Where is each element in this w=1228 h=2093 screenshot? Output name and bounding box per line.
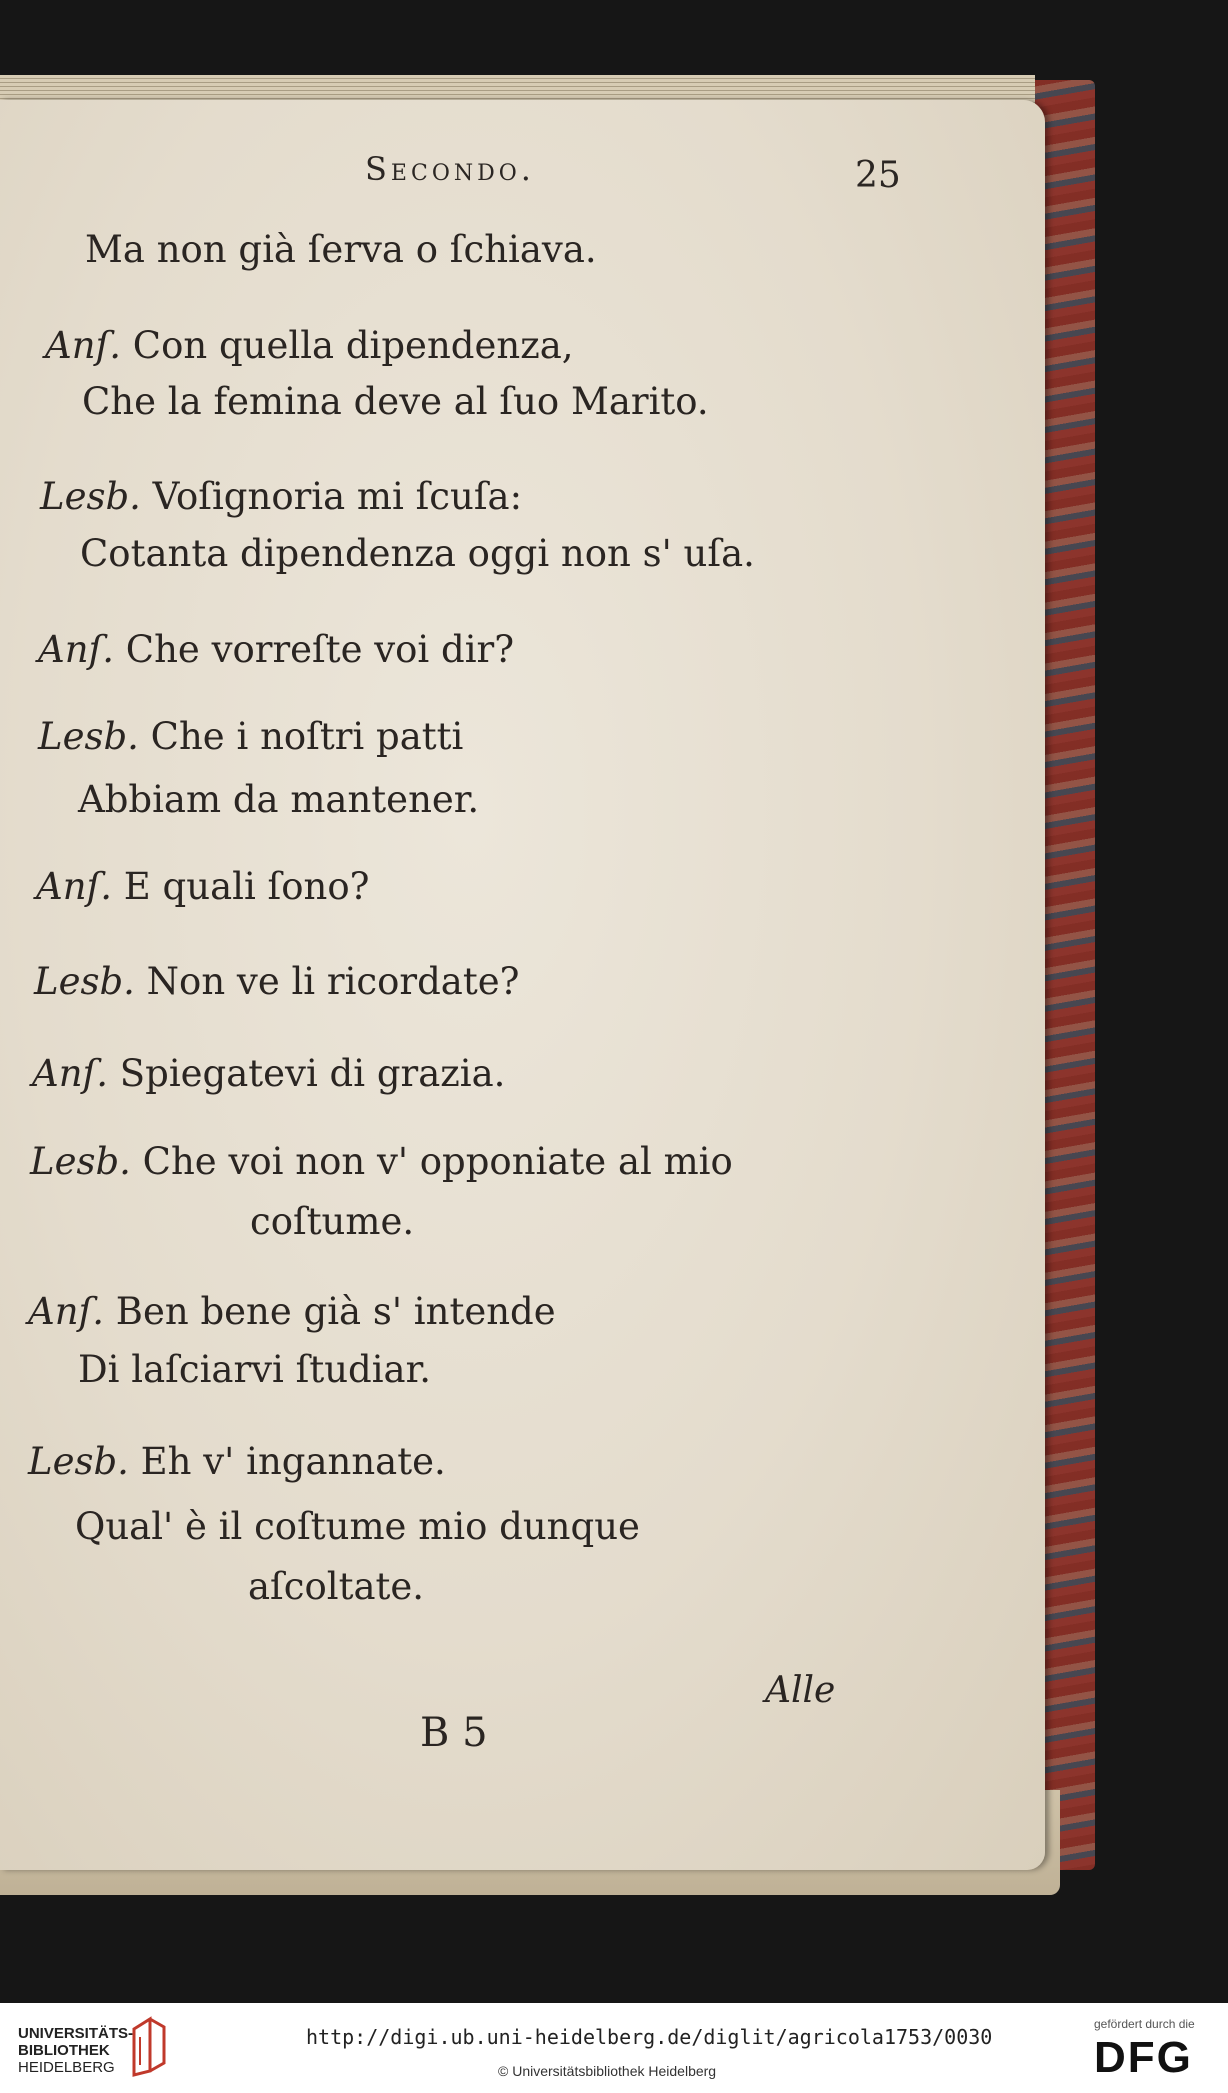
line-text: coſtume.: [250, 1200, 415, 1243]
speaker-label: Lesb.: [38, 715, 139, 758]
line-text: Che i noſtri patti: [150, 715, 464, 758]
text-line: [250, 1200, 414, 1243]
running-head: Secondo.: [365, 150, 535, 188]
line-text: Che voi non v' opponiate al mio: [142, 1140, 733, 1183]
text-line: [38, 628, 514, 671]
speaker-label: Anſ.: [32, 1052, 109, 1095]
text-line: [32, 1052, 505, 1095]
dfg-logo: DFG: [1094, 2033, 1193, 2082]
line-text: Spiegatevi di grazia.: [119, 1052, 506, 1095]
text-line: [40, 475, 522, 518]
text-line: [78, 1348, 431, 1391]
text-line: [82, 380, 709, 423]
page-number: 25: [855, 155, 901, 196]
permalink-url[interactable]: http://digi.ub.uni-heidelberg.de/diglit/agricola1753/0030: [306, 2025, 993, 2049]
library-name-line: UNIVERSITÄTS-: [18, 2025, 134, 2042]
funding-caption: gefördert durch die: [1094, 2017, 1195, 2031]
line-text: Che vorreſte voi dir?: [125, 628, 515, 671]
line-text: Qual' è il coſtume mio dunque: [75, 1505, 640, 1548]
text-line: [36, 865, 369, 908]
text-line: [28, 1440, 446, 1483]
library-logo-text: [18, 2025, 133, 2076]
text-line: [75, 1505, 640, 1548]
text-line: [30, 1140, 733, 1183]
speaker-label: Anſ.: [28, 1290, 105, 1333]
line-text: Eh v' ingannate.: [140, 1440, 446, 1483]
text-line: [78, 778, 479, 821]
line-text: Di laſciarvi ſtudiar.: [78, 1348, 431, 1391]
speaker-label: Anſ.: [36, 865, 113, 908]
line-text: Non ve li ricordate?: [146, 960, 520, 1003]
line-text: aſcoltate.: [248, 1565, 425, 1608]
speaker-label: Anſ.: [45, 324, 122, 367]
speaker-label: Lesb.: [40, 475, 141, 518]
line-text: Ben bene già s' intende: [115, 1290, 556, 1333]
text-line: [34, 960, 519, 1003]
line-text: E quali ſono?: [123, 865, 370, 908]
text-line: [28, 1290, 556, 1333]
speaker-label: Lesb.: [28, 1440, 129, 1483]
text-line: [45, 324, 574, 367]
signature-mark: B 5: [420, 1710, 488, 1756]
line-text: Cotanta dipendenza oggi non s' uſa.: [80, 532, 755, 575]
text-line: [85, 228, 597, 271]
library-name-line: HEIDELBERG: [18, 2059, 115, 2076]
text-line: [248, 1565, 424, 1608]
line-text: Con quella dipendenza,: [132, 324, 574, 367]
line-text: Che la femina deve al ſuo Marito.: [82, 380, 709, 423]
text-line: [38, 715, 463, 758]
line-text: Ma non già ſerva o ſchiava.: [85, 228, 597, 271]
catchword: Alle: [765, 1670, 836, 1711]
text-line: [80, 532, 755, 575]
speaker-label: Anſ.: [38, 628, 115, 671]
library-logo-icon: [128, 2015, 168, 2077]
line-text: Abbiam da mantener.: [78, 778, 480, 821]
line-text: Voſignoria mi ſcuſa:: [152, 475, 523, 518]
library-name-line: BIBLIOTHEK: [18, 2042, 110, 2059]
speaker-label: Lesb.: [30, 1140, 131, 1183]
footer-bar: [0, 2003, 1228, 2093]
copyright-notice: © Universitätsbibliothek Heidelberg: [498, 2063, 717, 2079]
speaker-label: Lesb.: [34, 960, 135, 1003]
